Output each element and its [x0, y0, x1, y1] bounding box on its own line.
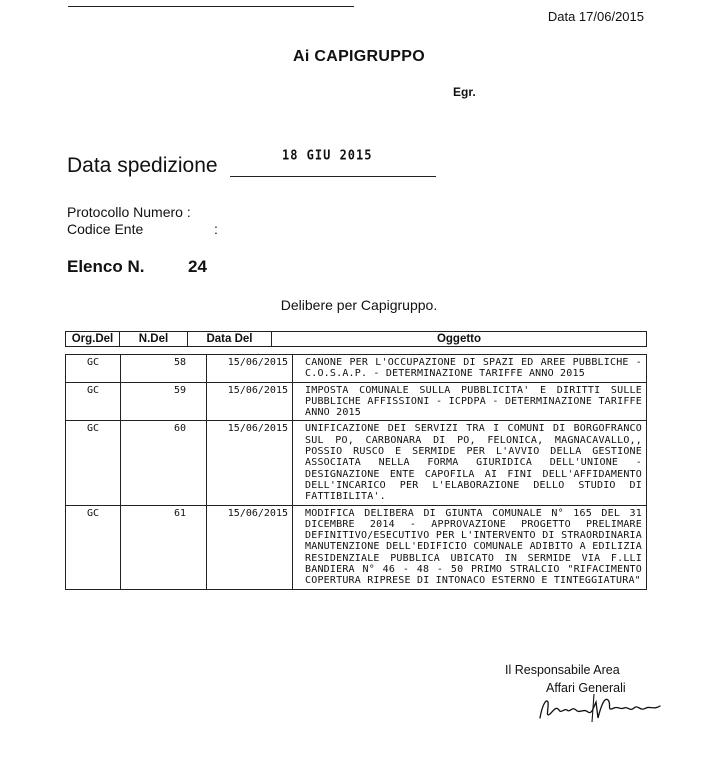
cell-date: 15/06/2015 [207, 505, 293, 589]
cell-num: 58 [121, 355, 207, 383]
cell-org: GC [66, 355, 121, 383]
cell-num: 61 [121, 505, 207, 589]
delibere-table [65, 354, 647, 590]
column-header-oggetto: Oggetto [436, 333, 482, 345]
table-row [66, 355, 647, 383]
cell-num: 59 [121, 382, 207, 421]
cell-oggetto: UNIFICAZIONE DEI SERVIZI TRA I COMUNI DI BORGOFRANCO SUL PO, CARBONARA DI PO, FELONICA, MAGNACAVALLO,, POSSIO RUSCO E SERMIDE PER L'AVVIO DELLA GESTIONE ASSOCIATA NELLA FORMA GIURIDICA DELL'UNIONE - DESIGNAZIONE ENTE CAPOFILA AI FINI DELL'AFFIDAMENTO DELL'INCARICO PER L'ELABORAZIONE DELLO STUDIO DI FATTIBILITA'. [293, 421, 647, 505]
spedizione-label: Data spedizione [67, 154, 218, 177]
spedizione-underline [230, 176, 436, 177]
handwritten-signature [534, 688, 664, 728]
table-row [66, 505, 647, 589]
cell-org: GC [66, 382, 121, 421]
table-row [66, 382, 647, 421]
table-header [65, 331, 647, 347]
top-rule [68, 6, 354, 7]
table-row [66, 421, 647, 505]
cell-date: 15/06/2015 [207, 421, 293, 505]
cell-num: 60 [121, 421, 207, 505]
elenco-number: 24 [188, 257, 207, 276]
cell-date: 15/06/2015 [207, 382, 293, 421]
recipient-label: Egr. [453, 85, 476, 99]
signatory-area: Affari Generali [546, 681, 626, 695]
cell-org: GC [66, 505, 121, 589]
list-subtitle: Delibere per Capigruppo. [280, 297, 438, 313]
cell-oggetto: CANONE PER L'OCCUPAZIONE DI SPAZI ED AREE PUBBLICHE - C.O.S.A.P. - DETERMINAZIONE TARIFFE ANNO 2015 [293, 355, 647, 383]
protocollo-label: Protocollo Numero : [67, 204, 191, 220]
codice-ente-label: Codice Ente [67, 221, 144, 237]
cell-date: 15/06/2015 [207, 355, 293, 383]
document-title: Ai CAPIGRUPPO [293, 48, 425, 65]
codice-ente-colon: : [214, 221, 218, 237]
column-header-date: Data Del [188, 332, 272, 346]
elenco-label: Elenco N. [67, 257, 145, 276]
column-header-org: Org.Del [66, 332, 120, 346]
document-date: Data 17/06/2015 [547, 9, 644, 24]
column-header-num: N.Del [120, 332, 188, 346]
cell-oggetto: IMPOSTA COMUNALE SULLA PUBBLICITA' E DIRITTI SULLE PUBBLICHE AFFISSIONI - ICPDPA - DETERMINAZIONE TARIFFE ANNO 2015 [293, 382, 647, 421]
signatory-title: Il Responsabile Area [505, 663, 620, 677]
spedizione-date-stamp: 18 GIU 2015 [282, 147, 373, 163]
cell-org: GC [66, 421, 121, 505]
cell-oggetto: MODIFICA DELIBERA DI GIUNTA COMUNALE N° 165 DEL 31 DICEMBRE 2014 - APPROVAZIONE PROGETTO PRELIMARE DEFINITIVO/ESECUTIVO PER L'INTERVENTO DI STRAORDINARIA MANUTENZIONE DELL'EDIFICIO COMUNALE ADIBITO A EDILIZIA RESIDENZIALE PUBBLICA UBICATO IN SERMIDE VIA F.LLI BANDIERA N° 46 - 48 - 50 PRIMO STRALCIO "RIFACIMENTO COPERTURA RIPRESE DI INTONACO ESTERNO E TINTEGGIATURA" [293, 505, 647, 589]
